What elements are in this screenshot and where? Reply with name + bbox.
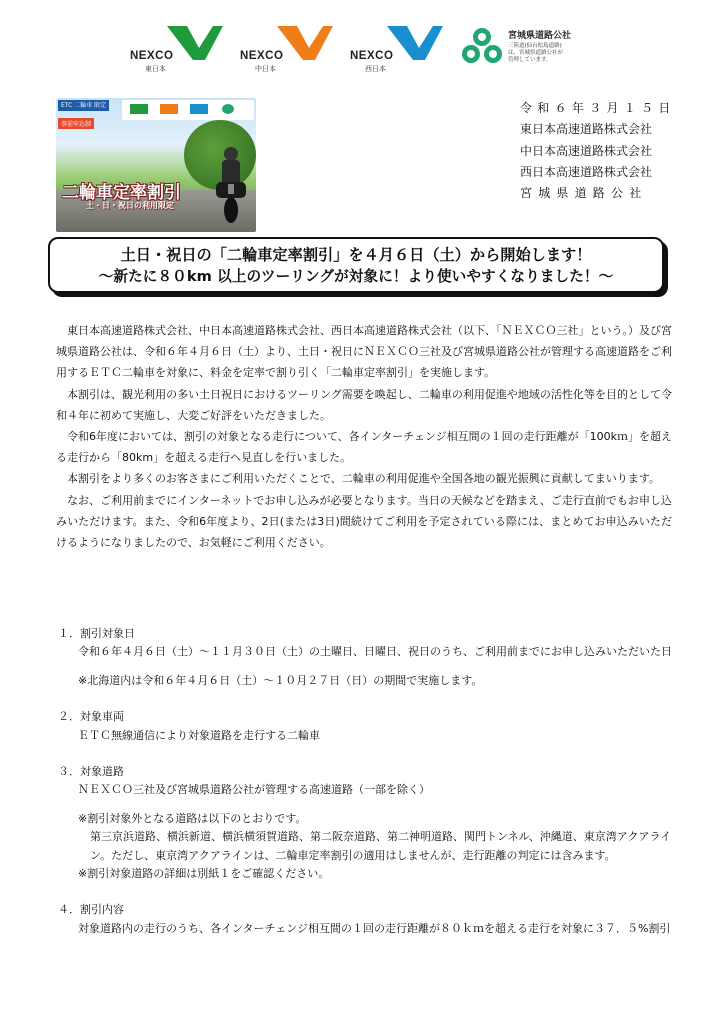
banner-title: 二輪車定率割引 [62, 183, 181, 203]
section-4-body: 対象道路内の走行のうち、各インターチェンジ相互間の１回の走行距離が８０ｋｍを超える走行を対象に３７．５%割引 [78, 921, 671, 935]
nexco-west-mark-icon [385, 22, 445, 62]
headline-line-2: ～新たに８０km 以上のツーリングが対象に！より使いやすくなりました！～ [98, 268, 614, 285]
headline-box [48, 237, 664, 293]
nexco-east-logo [130, 20, 225, 75]
section-1-title: １．割引対象日 [58, 627, 135, 640]
section-3-title: ３．対象道路 [58, 765, 124, 779]
body-paragraph: 東日本高速道路株式会社、中日本高速道路株式会社、西日本高速道路株式会社（以下、「ＮＥＸＣＯ三社」という。）及び宮城県道路公社は、令和６年４月６日（土）より、土日・祝日にＮＥＸＣＯ三社及び宮城県道路公社が管理する高速道路をご利用するＥＴＣ二輪車を対象に、料金を定率で割り引く「二輪車定率割引」を実施します。 [56, 324, 672, 380]
nexco-central-mark-icon [275, 22, 335, 62]
section-4-title: ４．割引内容 [58, 903, 124, 917]
miyagi-road-corp-name: 宮城県道路公社 [508, 31, 572, 41]
nexco-central-logo [240, 20, 335, 75]
section-1-note: ※北海道内は令和６年４月６日（土）～１０月２７日（日）の期間で実施します。 [78, 673, 483, 687]
banner-nexco-west-mark [190, 104, 208, 114]
banner-nexco-east-mark [130, 104, 148, 114]
details-sections [58, 625, 678, 938]
logo-row [130, 20, 590, 75]
section-3-note-2: ※割引対象道路の詳細は別紙１をご確認ください。 [78, 867, 330, 881]
banner-subtitle: 土・日・祝日の利用限定 [86, 201, 174, 210]
section-2-title: ２．対象車両 [58, 710, 124, 724]
nexco-west-sub: 西日本 [365, 65, 386, 73]
body-paragraphs [56, 320, 672, 553]
banner-etc-tag: ETC 二輪車 限定 [58, 100, 109, 111]
body-paragraph: 本割引をより多くのお客さまにご利用いただくことで、二輪車の利用促進や全国各地の観光振興に貢献してまいります。 [67, 472, 660, 486]
banner-logo-strip [122, 100, 254, 120]
miyagi-road-corp-text [508, 28, 598, 64]
banner-miyagi-mark [222, 104, 234, 114]
release-date: 令和６年３月１５日 [520, 101, 676, 115]
section-3-excluded-roads: 第三京浜道路、横浜新道、横浜横須賀道路、第二阪奈道路、第二神明道路、関門トンネル、沖縄道、東京湾アクアライン。ただし、東京湾アクアラインは、二輪車定率割引の適用はしませんが、走行距離の判定には含みます。 [90, 830, 672, 862]
miyagi-road-corp-desc: 三陸道(仙台松島道路) は、宮城県道路公社が 管理しています。 [508, 43, 564, 63]
discount-banner-image [56, 98, 256, 232]
body-paragraph: 令和6年度においては、割引の対象となる走行について、各インターチェンジ相互間の１回の走行距離が「100kｍ」を超える走行から「80km」を超える走行へ見直しを行いました。 [56, 430, 672, 465]
issuer-name: 西日本高速道路株式会社 [520, 164, 653, 179]
banner-nexco-central-mark [160, 104, 178, 114]
body-paragraph: 本割引は、観光利用の多い土日祝日におけるツーリング需要を喚起し、二輪車の利用促進や地域の活性化等を目的として令和４年に初めて実施し、大変ご好評をいただきました。 [56, 387, 672, 422]
nexco-east-sub: 東日本 [145, 65, 166, 73]
nexco-east-word: NEXCO [130, 50, 174, 62]
nexco-central-word: NEXCO [240, 50, 284, 62]
section-1-body: 令和６年４月６日（土）～１１月３０日（土）の土曜日、日曜日、祝日のうち、ご利用前までにお申し込みいただいた日 [78, 645, 672, 659]
issuer-name: 東日本高速道路株式会社 [520, 122, 653, 137]
banner-preregistration-tag: 事前申込制 [58, 118, 94, 129]
nexco-west-word: NEXCO [350, 50, 394, 62]
miyagi-road-corp-logo-icon [460, 26, 504, 68]
section-3-note-1: ※割引対象外となる道路は以下のとおりです。 [78, 811, 307, 825]
motorcycle-rider-icon [206, 144, 256, 224]
issuer-block [520, 98, 680, 204]
issuer-name: 中日本高速道路株式会社 [520, 143, 653, 158]
headline-line-1: 土日・祝日の「二輪車定率割引」を４月６日（土）から開始します！ [120, 246, 592, 264]
nexco-east-mark-icon [165, 22, 225, 62]
issuer-name: 宮城県道路公社 [520, 186, 648, 201]
section-2-body: ＥＴＣ無線通信により対象道路を走行する二輪車 [78, 728, 320, 742]
nexco-west-logo [350, 20, 445, 75]
nexco-central-sub: 中日本 [255, 65, 276, 73]
section-3-body: ＮＥＸＣＯ三社及び宮城県道路公社が管理する高速道路（一部を除く） [78, 783, 430, 797]
body-paragraph: なお、ご利用前までにインターネットでお申し込みが必要となります。当日の天候などを踏まえ、ご走行直前でもお申し込みいただけます。また、令和6年度より、2日(または3日)間続けてご利用を予定されている際には、まとめてお申込みいただけるようになりましたので、お気軽にご利用ください。 [56, 493, 672, 550]
